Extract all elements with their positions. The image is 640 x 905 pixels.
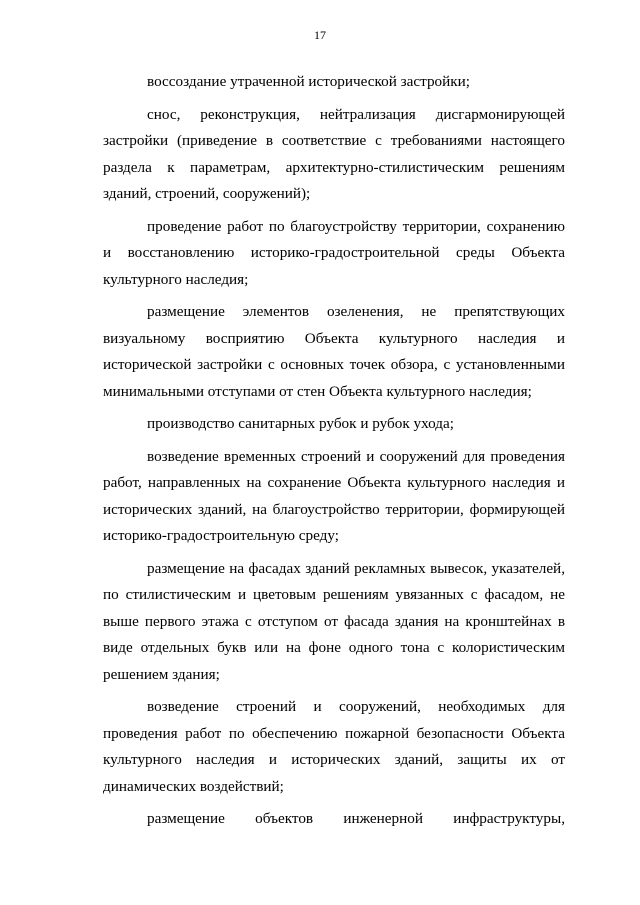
paragraph-fire-safety: возведение строений и сооружений, необходимых для проведения работ по обеспечению пожарной безопасности Объекта культурного наследия и исторических зданий, защиты их от динамических воздействий; <box>103 698 565 795</box>
paragraph-temporary-structures: возведение временных строений и сооружений для проведения работ, направленных на сохранение Объекта культурного наследия и исторических зданий, на благоустройство территории, формирующей историко-градостроительную среду; <box>103 447 565 544</box>
paragraph-restoration: воссоздание утраченной исторической застройки; <box>147 73 470 90</box>
paragraph-signage: размещение на фасадах зданий рекламных вывесок, указателей, по стилистическим и цветовым решениям увязанных с фасадом, не выше первого этажа с отступом от фасада здания на кронштейнах в виде отдельных букв или на фоне одного тона с колористическим решением здания; <box>103 559 565 683</box>
paragraph-sanitary-felling: производство санитарных рубок и рубок ухода; <box>147 415 454 432</box>
page-number: 17 <box>314 28 326 42</box>
paragraph-landscaping: проведение работ по благоустройству территории, сохранению и восстановлению историко-градостроительной среды Объекта культурного наследия; <box>103 217 565 288</box>
document-body <box>103 69 565 833</box>
paragraph-greenery: размещение элементов озеленения, не препятствующих визуальному восприятию Объекта культурного наследия и исторической застройки с основных точек обзора, с установленными минимальными отступами от стен Объекта культурного наследия; <box>103 303 565 400</box>
paragraph-infrastructure: размещение объектов инженерной инфраструктуры, <box>147 810 565 827</box>
paragraph-demolition: снос, реконструкция, нейтрализация дисгармонирующей застройки (приведение в соответствие с требованиями настоящего раздела к параметрам, архитектурно-стилистическим решениям зданий, строений, сооружений); <box>103 105 565 202</box>
